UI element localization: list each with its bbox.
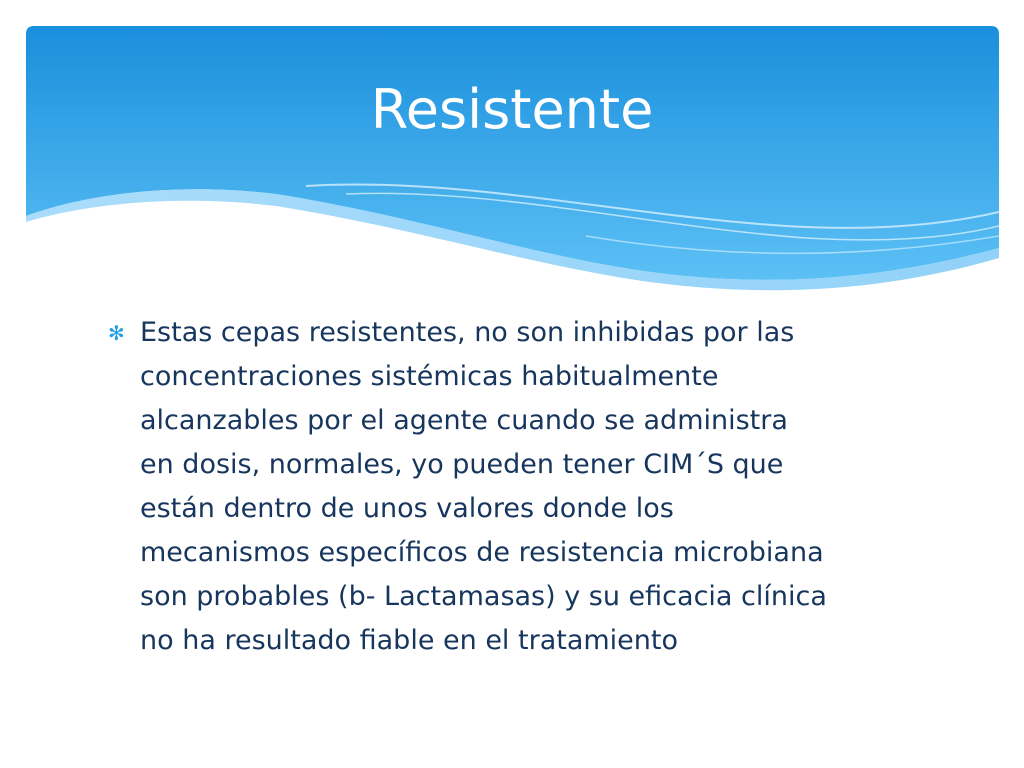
- bullet-text-line: están dentro de unos valores donde los: [140, 493, 674, 524]
- bullet-text-line: Estas cepas resistentes, no son inhibidas por las: [140, 317, 795, 348]
- header-wave-banner: [26, 26, 999, 291]
- bullet-item: [108, 311, 948, 663]
- bullet-text-line: alcanzables por el agente cuando se administra: [140, 405, 788, 436]
- slide-title: Resistente: [370, 78, 654, 141]
- bullet-text-line: en dosis, normales, yo pueden tener CIM´S que: [140, 449, 784, 480]
- bullet-text-line: mecanismos específicos de resistencia microbiana: [140, 537, 824, 568]
- slide-body: [108, 311, 948, 663]
- bullet-text-line: no ha resultado fiable en el tratamiento: [140, 625, 679, 656]
- bullet-text-line: son probables (b- Lactamasas) y su eficacia clínica: [140, 581, 827, 612]
- asterisk-bullet-icon: ✻: [108, 321, 125, 345]
- bullet-text-line: concentraciones sistémicas habitualmente: [140, 361, 719, 392]
